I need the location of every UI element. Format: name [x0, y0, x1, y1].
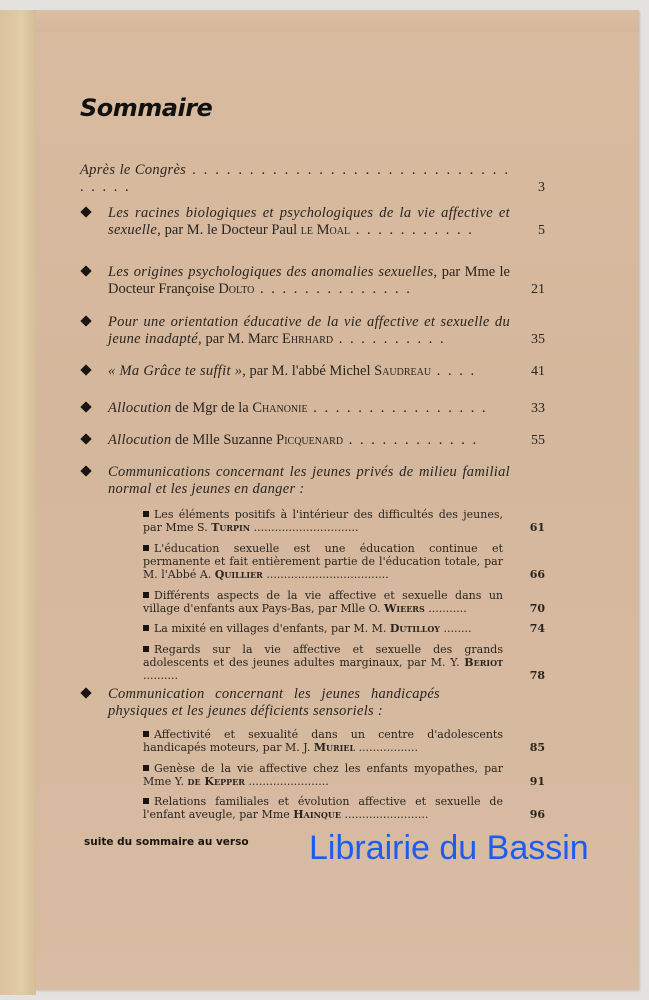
continued-note: suite du sommaire au verso — [84, 836, 249, 848]
page-number: 21 — [531, 282, 545, 297]
section-heading-text: Communications concernant les jeunes privés de milieu familial normal et les jeunes en danger : — [108, 464, 510, 497]
leader-dots: . . . . . . . . . . . . . . — [254, 281, 412, 297]
section-heading-text: Communication concernant les jeunes handicapés physiques et les jeunes déficients sensoriels : — [108, 686, 440, 719]
leader-dots: ................. — [355, 741, 419, 754]
page-number: 55 — [531, 433, 545, 448]
entry-author: Saudreau — [374, 363, 432, 379]
subentry-author: Quillier — [214, 568, 263, 581]
page-number: 66 — [529, 568, 545, 581]
page-number: 33 — [531, 401, 545, 416]
toc-entry — [80, 432, 550, 449]
page-number: 74 — [529, 622, 545, 635]
watermark: Librairie du Bassin — [309, 829, 589, 867]
square-bullet-icon — [143, 592, 149, 598]
entry-title: Les racines biologiques et psychologiques de la vie affective et sexuelle, — [108, 205, 510, 238]
subentry-author: Beriot — [464, 656, 504, 669]
toc-entry — [80, 205, 550, 239]
page-number: 61 — [529, 521, 545, 534]
book-spine — [0, 10, 36, 995]
subentry-author: Wieers — [384, 602, 425, 615]
leader-dots: .............................. — [250, 521, 359, 534]
subentry-text: Regards sur la vie affective et sexuelle des grands adolescents et des jeunes adultes marginaux, par M. Y. — [143, 643, 503, 669]
entry-byline: par M. Marc — [201, 331, 279, 347]
toc-entry — [80, 162, 550, 196]
leader-dots: . . . . . . . . . . . — [350, 222, 474, 238]
page-number: 70 — [529, 602, 545, 615]
entry-author: Ehrhard — [282, 331, 334, 347]
entry-byline: de Mgr de la — [171, 400, 249, 416]
entry-byline: , par M. l'abbé Michel — [242, 363, 371, 379]
toc-subentry — [143, 728, 550, 754]
page-number: 85 — [529, 741, 545, 754]
subentry-author: Dutilloy — [389, 622, 441, 635]
entry-title: Allocution — [108, 400, 172, 416]
toc-entry — [80, 264, 550, 298]
leader-dots: . . . . — [431, 363, 477, 379]
entry-author: Chanonie — [252, 400, 308, 416]
subentry-text: Relations familiales et évolution affective et sexuelle de l'enfant aveugle, par Mme — [143, 795, 503, 821]
page-number: 78 — [529, 669, 545, 682]
section-heading — [80, 686, 550, 720]
water-stain — [36, 10, 639, 32]
leader-dots: . . . . . . . . . . . . . . . . . . . . . . . . . . . . . . . . . — [80, 162, 510, 195]
subentry-author: Muriel — [313, 741, 356, 754]
leader-dots: ....................... — [244, 775, 329, 788]
square-bullet-icon — [143, 625, 149, 631]
toc-subentry — [143, 762, 550, 788]
page-number: 5 — [538, 223, 545, 238]
page-number: 35 — [531, 332, 545, 347]
square-bullet-icon — [143, 545, 149, 551]
entry-byline: par M. le Docteur Paul — [161, 222, 298, 238]
leader-dots: .......... — [143, 669, 178, 682]
entry-author: Picquenard — [276, 432, 344, 448]
toc-subentry — [143, 622, 550, 635]
leader-dots: ........................ — [340, 808, 429, 821]
entry-author: le Moal — [300, 222, 351, 238]
subentry-text: Genèse de la vie affective chez les enfants myopathes, par Mme Y. — [143, 762, 503, 788]
page-number: 96 — [529, 808, 545, 821]
square-bullet-icon — [143, 765, 149, 771]
toc-subentry — [143, 508, 550, 534]
page-number: 3 — [538, 180, 545, 195]
square-bullet-icon — [143, 798, 149, 804]
toc-subentry — [143, 589, 550, 615]
toc-entry — [80, 400, 550, 417]
subentry-author: de Kepper — [187, 775, 245, 788]
entry-byline: par Mme le Docteur Françoise — [108, 264, 510, 297]
toc-subentry — [143, 643, 550, 682]
entry-title: Après le Congrès — [80, 162, 187, 178]
square-bullet-icon — [143, 646, 149, 652]
leader-dots: ................................... — [262, 568, 389, 581]
subentry-text: La mixité en villages d'enfants, par M. M. — [154, 622, 387, 635]
entry-title: Allocution — [108, 432, 172, 448]
entry-title: « Ma Grâce te suffit » — [108, 363, 243, 379]
leader-dots: ........ — [440, 622, 472, 635]
leader-dots: . . . . . . . . . . — [333, 331, 446, 347]
entry-author: Dolto — [218, 281, 255, 297]
square-bullet-icon — [143, 511, 149, 517]
entry-title: Pour une orientation éducative de la vie affective et sexuelle du jeune inadapté, — [108, 314, 510, 347]
subentry-author: Turpin — [211, 521, 251, 534]
entry-byline: de Mlle Suzanne — [171, 432, 273, 448]
subentry-text: Affectivité et sexualité dans un centre d'adolescents handicapés moteurs, par M. J. — [143, 728, 503, 754]
subentry-author: Hainque — [293, 808, 341, 821]
page-number: 91 — [529, 775, 545, 788]
toc-subentry — [143, 795, 550, 821]
subentry-text: L'éducation sexuelle est une éducation continue et permanente et fait entièrement partie de l'éducation totale, par M. l'Abbé A. — [143, 542, 503, 581]
subentry-text: Différents aspects de la vie affective et sexuelle dans un village d'enfants aux Pays-Bas, par Mlle O. — [143, 589, 503, 615]
toc-subentry — [143, 542, 550, 581]
toc-entry — [80, 363, 550, 380]
leader-dots: . . . . . . . . . . . . . . . . — [307, 400, 488, 416]
toc-entry — [80, 314, 550, 348]
leader-dots: ........... — [424, 602, 467, 615]
leader-dots: . . . . . . . . . . . . — [343, 432, 479, 448]
subentry-text: Les éléments positifs à l'intérieur des difficultés des jeunes, par Mme S. — [143, 508, 503, 534]
page-number: 41 — [531, 364, 545, 379]
section-heading — [80, 464, 550, 498]
square-bullet-icon — [143, 731, 149, 737]
entry-title: Les origines psychologiques des anomalies sexuelles, — [108, 264, 438, 280]
page-title: Sommaire — [80, 94, 213, 122]
